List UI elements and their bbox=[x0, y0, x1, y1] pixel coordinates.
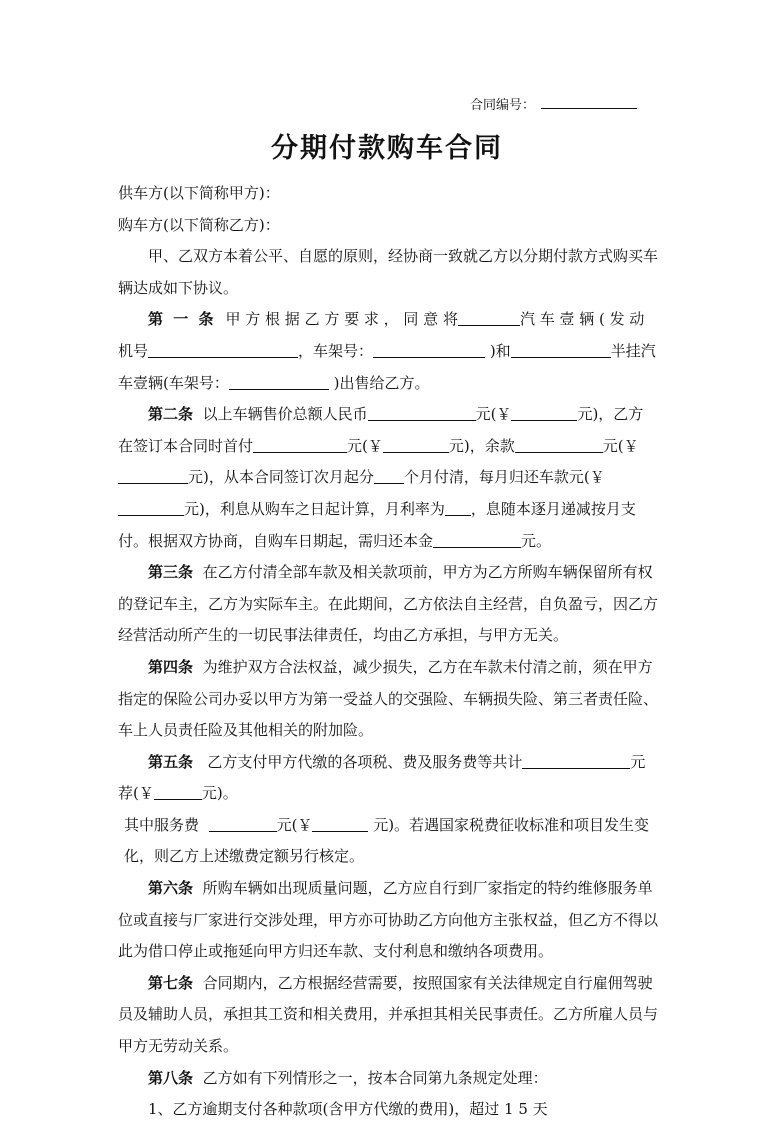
article-2-text-8: 个月付清，每月归还车款元(￥ bbox=[403, 468, 605, 487]
blank bbox=[374, 467, 404, 484]
blank bbox=[154, 783, 202, 800]
contract-number-blank bbox=[541, 96, 637, 109]
contract-body bbox=[118, 178, 658, 1126]
blank bbox=[229, 373, 329, 390]
article-5-service-fee bbox=[118, 810, 658, 873]
article-1-label: 第 一 条 bbox=[148, 310, 216, 329]
article-1-text-2: 汽 车 壹 辆 ( 发 动 机 bbox=[118, 310, 645, 360]
blank bbox=[373, 341, 485, 358]
document-title: 分期付款购车合同 bbox=[271, 133, 503, 164]
article-4-label: 第四条 bbox=[148, 657, 194, 676]
article-3-text: 在乙方付清全部车款及相关款项前，甲方为乙方所购车辆保留所有权的登记车主，乙方为实际车主。在此期间，乙方依法自主经营，自负盈亏，因乙方经营活动所产生的一切民事法律责任，均由乙方承担，与甲方无关。 bbox=[118, 563, 659, 645]
article-2-text-11: 元。 bbox=[521, 531, 552, 550]
article-8-label: 第八条 bbox=[148, 1068, 194, 1087]
article-5 bbox=[118, 747, 658, 810]
article-8-text: 乙方如有下列情形之一，按本合同第九条规定处理： bbox=[202, 1068, 548, 1087]
blank bbox=[312, 815, 368, 832]
article-5-text-4: 其中服务费 bbox=[124, 815, 200, 834]
blank bbox=[511, 341, 611, 358]
article-2-text-10: ，息随本逐月递减按月支付。根据双方协商，自购车日期起，需归还本金 bbox=[118, 499, 636, 550]
article-1-text-7: 车壹辆(车架号： bbox=[118, 373, 229, 392]
buyer-line: 购车方(以下简称乙方)： bbox=[118, 215, 280, 234]
article-2-text-6: 元(￥ bbox=[602, 436, 639, 455]
article-8 bbox=[118, 1063, 658, 1095]
article-5-text-5: 元(￥ bbox=[276, 815, 313, 834]
article-2 bbox=[118, 399, 658, 557]
article-3 bbox=[118, 557, 658, 652]
article-2-text-4: 元(￥ bbox=[347, 436, 383, 455]
blank bbox=[511, 404, 577, 421]
article-7-label: 第七条 bbox=[148, 973, 194, 992]
article-2-text-1: 以上车辆售价总额人民币 bbox=[202, 405, 368, 424]
seller-line: 供车方(以下简称甲方)： bbox=[118, 184, 280, 202]
article-1-text-8: )出售给乙方。 bbox=[333, 373, 430, 392]
article-2-label: 第二条 bbox=[148, 405, 194, 424]
article-7 bbox=[118, 968, 658, 1063]
article-7-text: 合同期内，乙方根据经营需要，按照国家有关法律规定自行雇佣驾驶员及辅助人员，承担其工资和相关费用，并承担其相关民事责任。乙方所雇人员与甲方无劳动关系。 bbox=[118, 973, 659, 1056]
article-6-text: 所购车辆如出现质量问题，乙方应自行到厂家指定的特约维修服务单位或直接与厂家进行交涉处理，甲方亦可协助乙方向他方主张权益，但乙方不得以此为借口停止或拖延向甲方归还车款、支付利息和缴纳各项费用。 bbox=[118, 879, 659, 961]
article-5-label: 第五条 bbox=[148, 752, 194, 771]
blank bbox=[148, 341, 298, 358]
blank bbox=[209, 815, 277, 832]
article-5-text-1: 乙方支付甲方代缴的各项税、费及服务费等共计 bbox=[207, 752, 523, 771]
blank bbox=[383, 436, 449, 453]
article-6-label: 第六条 bbox=[148, 879, 194, 898]
article-5-text-3: 元)。 bbox=[201, 784, 238, 803]
blank bbox=[433, 531, 521, 548]
preamble: 甲、乙双方本着公平、自愿的原则，经协商一致就乙方以分期付款方式购买车辆达成如下协议。 bbox=[118, 247, 659, 297]
article-8-item-1: 1、乙方逾期支付各种款项(含甲方代缴的费用)，超过 1 5 天 bbox=[148, 1100, 548, 1119]
article-1 bbox=[118, 304, 658, 399]
blank bbox=[368, 404, 476, 421]
blank bbox=[522, 752, 630, 769]
article-1-text-6: 半挂汽 bbox=[610, 341, 656, 360]
article-5-text-2: 元荐(￥ bbox=[118, 752, 646, 803]
contract-number-label: 合同编号： bbox=[470, 98, 536, 113]
article-3-label: 第三条 bbox=[148, 563, 194, 582]
article-6 bbox=[118, 873, 658, 968]
article-1-text-1: 甲 方 根 据 乙 方 要 求 ， 同 意 将 bbox=[225, 310, 458, 329]
blank bbox=[445, 499, 471, 516]
article-1-text-4: ，车架号： bbox=[298, 341, 374, 360]
blank bbox=[118, 467, 188, 484]
blank bbox=[458, 309, 520, 326]
blank bbox=[253, 436, 347, 453]
blank bbox=[515, 436, 603, 453]
article-2-text-3: 元)，乙方在签订本合同时首付 bbox=[118, 405, 644, 455]
blank bbox=[118, 499, 184, 516]
article-4 bbox=[118, 652, 658, 747]
contract-number bbox=[470, 94, 637, 113]
article-4-text: 为维护双方合法权益，减少损失，乙方在车款未付清之前，须在甲方指定的保险公司办妥以甲方为第一受益人的交强险、车辆损失险、第三者责任险、车上人员责任险及其他相关的附加险。 bbox=[118, 657, 659, 740]
article-2-text-2: 元(￥ bbox=[475, 405, 512, 424]
article-2-text-9: 元)，利息从购车之日起计算，月利率为 bbox=[184, 499, 445, 518]
article-1-text-5: )和 bbox=[489, 341, 511, 360]
article-2-text-5: 元)，余款 bbox=[448, 436, 515, 455]
article-1-text-3: 号 bbox=[133, 341, 149, 360]
article-2-text-7: 元)，从本合同签订次月起分 bbox=[188, 468, 374, 487]
article-5-text-6: 元)。若遇国家税费征收标准和项目发生变化，则乙方上述缴费定额另行核定。 bbox=[124, 815, 650, 866]
